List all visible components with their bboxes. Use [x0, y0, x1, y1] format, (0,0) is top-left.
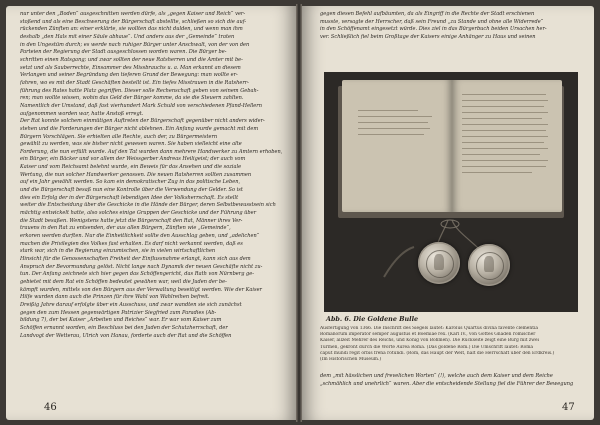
text-line: gegen den zum Hessen gegenwärtigen Patrizier Siegfried zum Paradies (Ab- — [20, 309, 217, 316]
text-line: bildung 7), der bei Kaiser „Arbeiten und Reiches“ war. Er war vom Kaiser zum — [20, 317, 222, 324]
text-line: Parteien der Regierung der Stadt ausgeschlossen worden waren. Die Bürger be- — [20, 49, 227, 56]
golden-bull-seal-reverse — [468, 244, 510, 286]
caption-line: caput mundi regit orbis frena rotundi. (Rom, das Haupt der Welt, hält die Herrschaft über den Erdkreis.) — [320, 350, 555, 356]
caption-line: Türmen, gekrönt durch die Worte Aurea Roma. (Das goldene Rom.) Die Umschrift lautet: Roma — [320, 344, 534, 350]
text-line: dem „mit hässlichen und frevelichen Worten“ (!), welche auch dem Kaiser und dem Reiche — [320, 373, 553, 379]
text-line: Hilfe wurden dann auch die Prinzen für ihre Wahl von Wahlreihen befreit. — [20, 294, 210, 301]
text-line: Forderung, die nun erfüllt wurde. Auf den Tat wurden dann mehrere Handwerker zu Ämtern erhoben, — [20, 148, 283, 155]
text-line: mächtig entwickelt hatte, also solches einige Gruppen der Geschicke und der Führung über — [20, 210, 257, 217]
text-line: nur unter den „Boden“ ausgeschnitten werden dürfe, als „gegen Kaiser und Reich“ ver- — [20, 11, 246, 17]
text-line: Bürgern Vorschlägen. Sie erhielten alle Rechte, auch der, zu Bürgermeistern — [20, 133, 218, 140]
caption-line: Ausfertigung von 1366. Die Inschrift des Siegels lautet: Karolus Quartus divina favente clementia — [320, 326, 539, 331]
left-page-text — [20, 11, 286, 340]
text-line: Wertung, die nun solcher Handwerker genossen. Die neuen Ratsherren sollten zusammen — [20, 171, 252, 178]
text-line: deshalb „den Hals mit einer Säule abhaue“. Und anders aus der „Gemeinde“ traten — [20, 33, 235, 40]
text-line: stoßend und als eine Beschwerung der Bürgerschaft abstellte, schließen so sich die auf- — [20, 18, 247, 25]
text-line: Dreißig Jahre darauf erfolgte über ein Ausschuss, und zwar wandten sie sich zunächst — [20, 301, 242, 308]
text-line: musste, versagte der Herrscher, daß sein Freund „zu Stande und ohne alle Widerrede“ — [320, 18, 544, 25]
text-line: „schmählich und unehrlich“ waren. Aber die entscheidende Stellung fiel die Führer der Bewegung — [320, 380, 574, 387]
text-line: Namentlich der Umstand, daß fast vierhundert Mark Schuld von verschiedenen Pfand-Hellern — [20, 102, 262, 109]
text-line: dies ein Erfolg der in der Bürgerschaft lebendigen Idee der Volksherrschaft. Es stellt — [20, 194, 239, 201]
right-page-number: 47 — [562, 402, 575, 413]
text-line: ver. Schließlich fiel beim Großtage der Kaisers einige Anhänger zu Haus und seinen — [320, 33, 536, 40]
text-line: gewählt zu werden, was sie bisher nicht gewesen waren. Sie haben vielleicht eine alte — [20, 141, 242, 148]
text-line: tun. Der Anfang zeichnete sich hier gegen das Schöffengericht, das Rath von Nürnberg ge- — [20, 271, 254, 278]
text-line: rückenden Zünften an: einer erklärte, sie wollten das nicht dulden, und wenn man ihm — [20, 26, 243, 33]
text-line: Anspruch der Bevormundung gelöst. Nicht lange nach Dynamik der neuen Geschäfte nicht zu- — [20, 263, 263, 270]
text-line: Verlangen und seiner Begründung den tieferen Grund der Bewegung: man wollte er- — [20, 72, 238, 79]
text-line: führung des Rates hatte Platz gegriffen. Dieser solle Rechenschaft geben von seinem Gebah- — [20, 87, 259, 94]
text-line: fahren, wo es mit der Stadt Geschäften bestellt ist. Ein tiefes Misstrauen in die Ratsherr- — [20, 79, 249, 86]
text-line: Landvogt der Wetterau, Ulrich von Hanau, forderte auch der Rat und die Schöffen — [20, 332, 232, 339]
text-line: weiter die Entscheidung über die Geschicke in die Hände der Bürger, deren Selbstbewusstsein sich — [20, 202, 276, 209]
text-line: Schöffen ernannt worden, ein Beschluss bei den Juden der Schutzherrschaft, der — [20, 324, 228, 331]
text-line: Der Rat konnte solchem einmütigen Auftreten der Bürgerschaft gegenüber nicht anders wider- — [20, 118, 265, 125]
text-line: Hinsicht für die Genossenschaften Freiheit der Einflussnahme erlangt, kann sich aus dem — [20, 256, 251, 262]
text-line: kämpft wurden, mittels von den Bürgern aus der Verwaltung beseitigt werden. Wie der Kaiser — [20, 286, 262, 293]
left-page-number: 46 — [44, 402, 57, 413]
text-line: erkoren werden durften. Nur die Einheitlichkeit sollte den Ausschlag geben, und „adelichen“ — [20, 233, 260, 240]
text-line: in den Schöffenamt eingesetzt würde. Dies ziel in das Bürgerbuch beiden Ursachen her- — [320, 26, 547, 33]
text-line: stark war, sich in die Regierung einzumischen, sie in vielen wirtschaftlichen — [20, 248, 216, 255]
caption-line: (Im Historischen Museum.) — [320, 357, 382, 363]
left-page — [6, 6, 296, 420]
figure-caption — [320, 326, 582, 363]
text-line: die Stadt besaßen. Wenigstens hatte jetzt die Bürgerschaft den Rat, Männer ihres Ver- — [20, 217, 243, 224]
text-line: stehen und die Forderungen der Bürger nicht ablehnen. Ein Anfang wurde gemacht mit dem — [20, 125, 259, 132]
text-line: schritten einen Ratsgang; und zwar sollten der neue Ratsherren und die Ämter mit be- — [20, 56, 243, 63]
text-line: gegen diesen Befehl aufbäumten, da als Eingriff in die Rechte der Stadt erschienen — [320, 11, 535, 17]
caption-line: Romanorum imperator semper augustus et Boemiae rex. (Karl IV., von Gottes Gnaden römischer — [320, 332, 536, 338]
text-line: ren; man wollte wissen, wohin das Geld der Bürger komme, da sie die Steuern zahlten. — [20, 95, 244, 102]
right-page-text-top — [320, 11, 582, 42]
right-page — [302, 6, 594, 420]
text-line: und die Bürgerschaft besaß nun eine Kontrolle über die Verwendung der Gelder. So ist — [20, 187, 243, 194]
right-page-text-bottom — [320, 373, 582, 388]
text-line: ein Bürger, ein Bäcker und vor allem der Weissgerber Andreas Heiligeist; der auch vom — [20, 156, 246, 163]
text-line: in den Ungestüm durch; es werde nach ruhiger Bürger unter Anschwalt, von der von den — [20, 41, 250, 48]
text-line: auf ein Jahr gewählt werden. So kam ein demokratischer Zug in das politische Leben, — [20, 179, 241, 186]
text-line: setzt und als Sauberrechte, Einsammer des Missbrauchs u. a. Man erkannt an diesem — [20, 64, 241, 71]
text-line: Kaiser und vom Reichsamt belehnt wurde, ein Beweis für das Ansehen und die soziale — [20, 164, 242, 171]
caption-line: Kaiser, allzeit Mehrer des Reichs, und König von Böhmen). Die Rückseite zeigt eine Burg mit zwei — [320, 338, 539, 344]
text-line: aufgenommen worden war, hatte Anstoß erregt. — [20, 110, 144, 117]
figure-photo — [324, 72, 578, 312]
text-line: gebietet mit dem Rat ein Schöffen bedeutet gewähen war, weil die Juden der be- — [20, 278, 227, 285]
text-line: trauens in den Rat zu entsenden, der aus allen Bürgern, Zünften wie „Gemeinde“, — [20, 225, 231, 232]
figure-title: Abb. 6. Die Goldene Bulle — [326, 315, 419, 323]
text-line: machen die Privilegien des Volkes fast erhalten. Es darf nicht verkannt werden, daß es — [20, 240, 243, 247]
golden-bull-seal-obverse — [418, 242, 460, 284]
